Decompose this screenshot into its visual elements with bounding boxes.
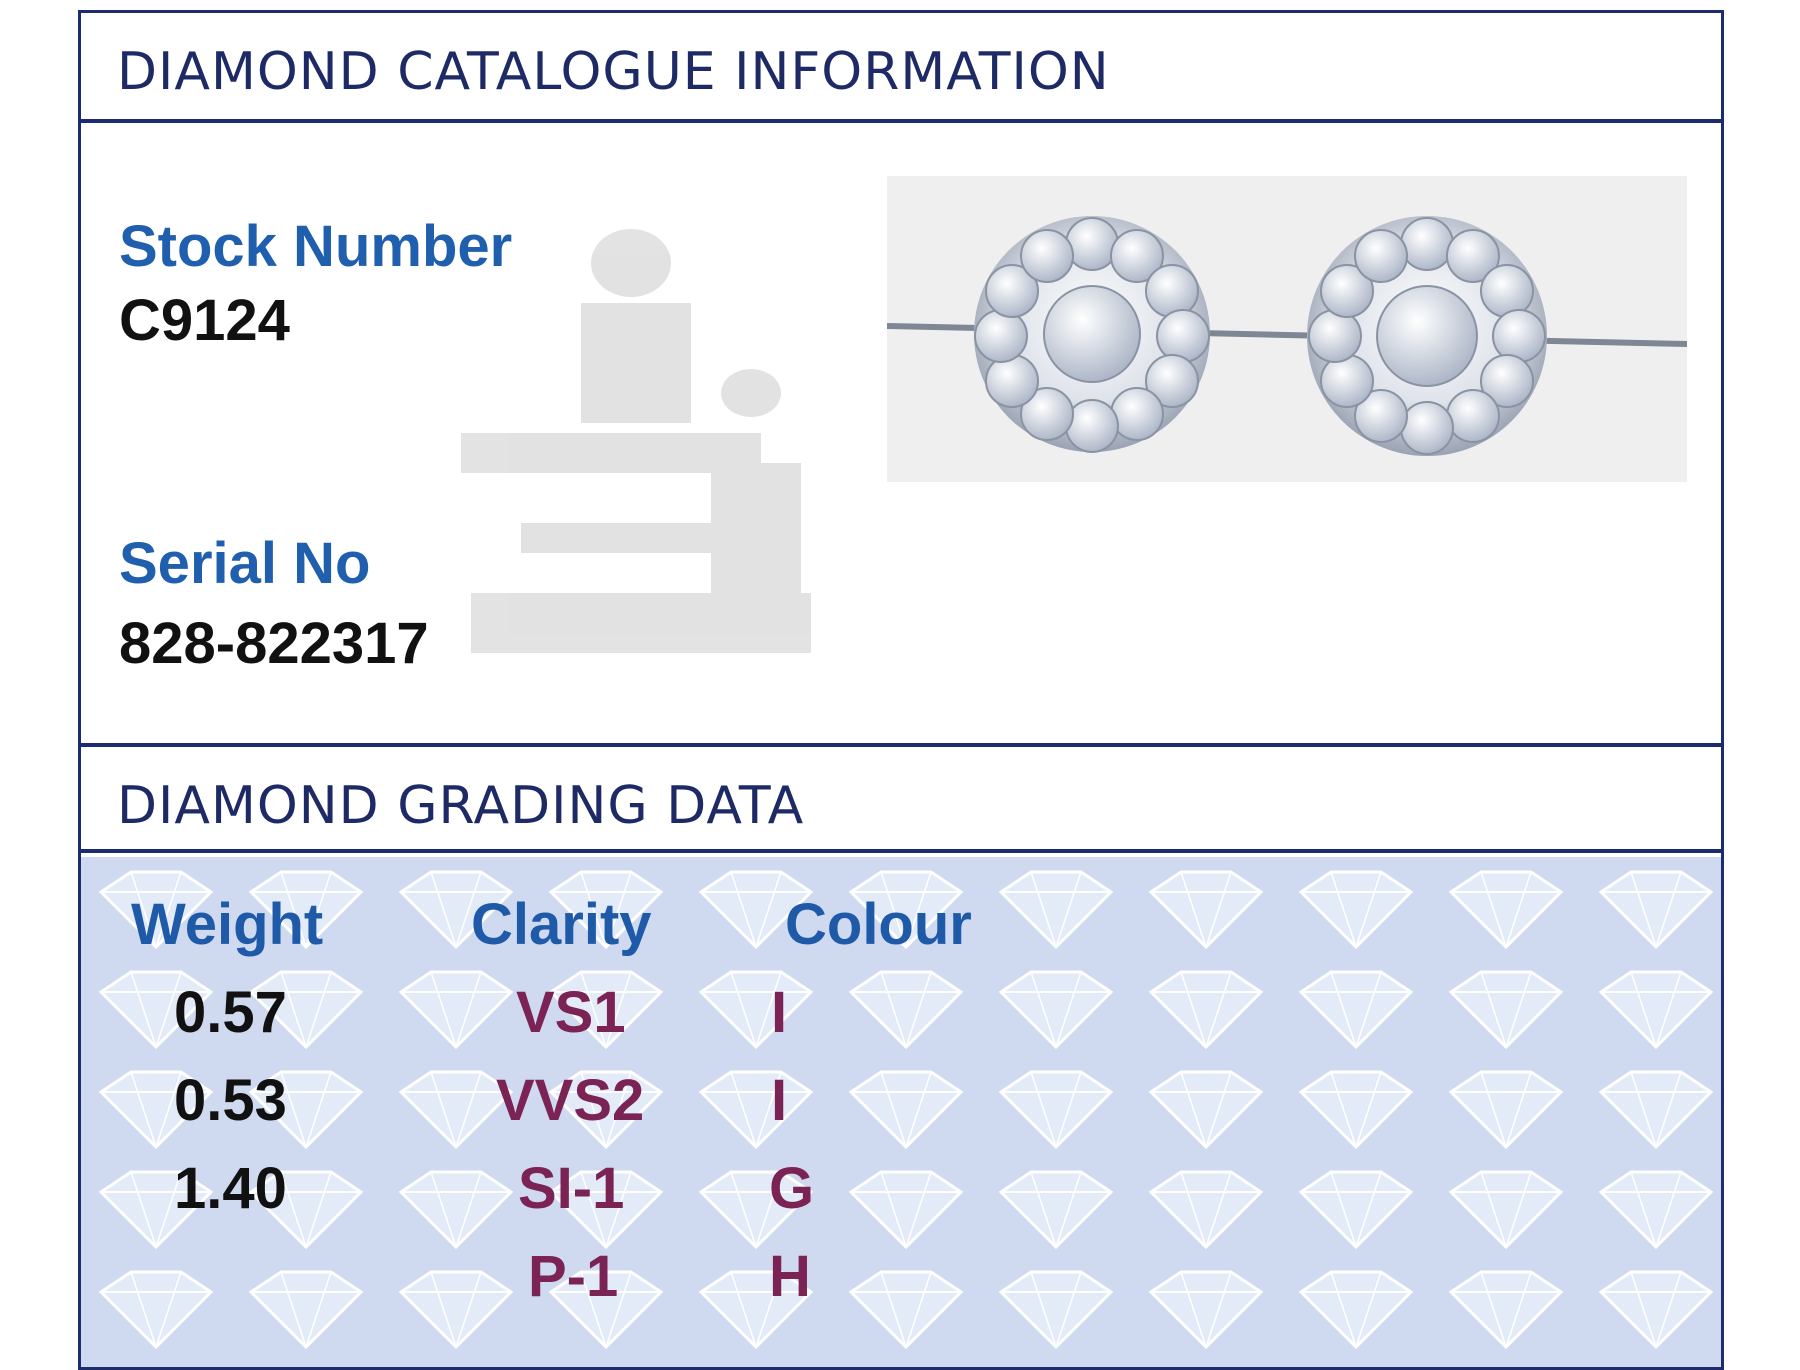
- earrings-photo: [887, 176, 1687, 482]
- catalogue-info-area: [81, 123, 1721, 743]
- row-3-weight: 1.40: [174, 1156, 287, 1221]
- row-2-weight: 0.53: [174, 1068, 287, 1133]
- row-1-clarity: VS1: [516, 980, 626, 1045]
- catalogue-title: DIAMOND CATALOGUE INFORMATION: [81, 13, 1721, 123]
- clarity-column-header: Clarity: [471, 892, 652, 957]
- grading-table: [81, 857, 1721, 1367]
- row-1-colour: I: [771, 980, 788, 1045]
- grading-title: DIAMOND GRADING DATA: [81, 743, 1721, 853]
- stock-number-label: Stock Number: [119, 214, 513, 279]
- watermark-icon: [371, 223, 891, 683]
- row-2-clarity: VVS2: [496, 1068, 645, 1133]
- weight-column-header: Weight: [131, 892, 324, 957]
- row-2-colour: I: [771, 1068, 788, 1133]
- serial-number-value: 828-822317: [119, 611, 429, 676]
- row-4-clarity: P-1: [528, 1244, 619, 1309]
- stock-number-value: C9124: [119, 288, 290, 353]
- diamond-catalogue-card: [78, 10, 1724, 1370]
- row-1-weight: 0.57: [174, 980, 287, 1045]
- diamond-cluster-earrings-icon: [887, 176, 1687, 482]
- colour-column-header: Colour: [785, 892, 972, 957]
- row-4-colour: H: [769, 1244, 811, 1309]
- row-3-clarity: SI-1: [518, 1156, 625, 1221]
- serial-number-label: Serial No: [119, 531, 371, 596]
- row-3-colour: G: [769, 1156, 815, 1221]
